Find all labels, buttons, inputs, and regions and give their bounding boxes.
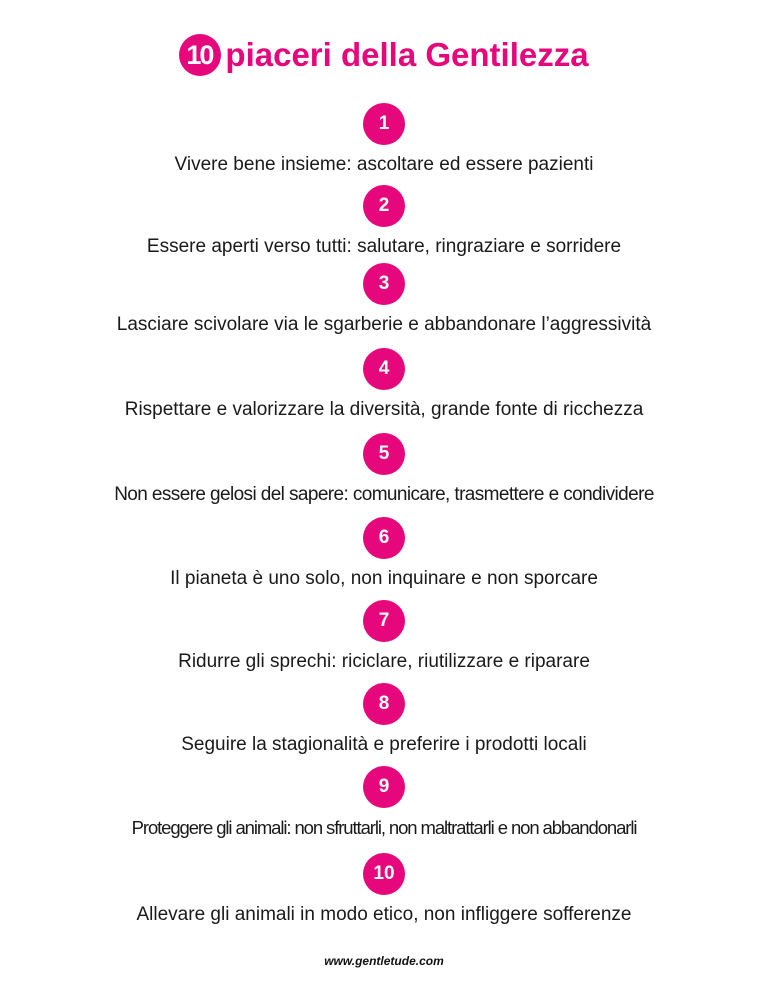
item-text: Essere aperti verso tutti: salutare, ringraziare e sorridere xyxy=(146,236,622,257)
item-number-badge: 7 xyxy=(363,600,405,642)
item-text: Ridurre gli sprechi: riciclare, riutilizzare e riparare xyxy=(178,651,590,672)
item-number-badge: 9 xyxy=(363,766,405,808)
item-number-badge: 10 xyxy=(363,853,405,895)
list-item xyxy=(0,103,768,177)
item-number-badge: 4 xyxy=(363,348,405,390)
item-text: Vivere bene insieme: ascoltare ed essere pazienti xyxy=(174,154,594,175)
list-item xyxy=(0,348,768,422)
list-item xyxy=(0,766,768,840)
list-item xyxy=(0,517,768,591)
item-text: Non essere gelosi del sapere: comunicare, trasmettere e condividere xyxy=(114,484,654,505)
list-item xyxy=(0,600,768,674)
page-title xyxy=(0,34,768,76)
item-text: Rispettare e valorizzare la diversità, grande fonte di ricchezza xyxy=(124,399,644,420)
item-number-badge: 3 xyxy=(363,263,405,305)
website-link[interactable]: www.gentletude.com xyxy=(324,954,444,968)
item-number-badge: 1 xyxy=(363,103,405,145)
title-number-badge: 10 xyxy=(179,34,221,76)
item-number-badge: 6 xyxy=(363,517,405,559)
title-text: piaceri della Gentilezza xyxy=(225,36,589,73)
item-text: Il pianeta è uno solo, non inquinare e non sporcare xyxy=(170,568,598,589)
item-text: Allevare gli animali in modo etico, non infliggere sofferenze xyxy=(136,904,632,925)
item-number-badge: 2 xyxy=(363,185,405,227)
item-number-badge: 8 xyxy=(363,683,405,725)
list-item xyxy=(0,683,768,757)
item-text: Lasciare scivolare via le sgarberie e abbandonare l’aggressività xyxy=(116,314,652,335)
item-text: Seguire la stagionalità e preferire i prodotti locali xyxy=(181,734,587,755)
item-text: Proteggere gli animali: non sfruttarli, non maltrattarli e non abbandonarli xyxy=(131,817,637,838)
list-item xyxy=(0,433,768,507)
list-item xyxy=(0,185,768,259)
list-item xyxy=(0,853,768,927)
list-item xyxy=(0,263,768,337)
item-number-badge: 5 xyxy=(363,433,405,475)
